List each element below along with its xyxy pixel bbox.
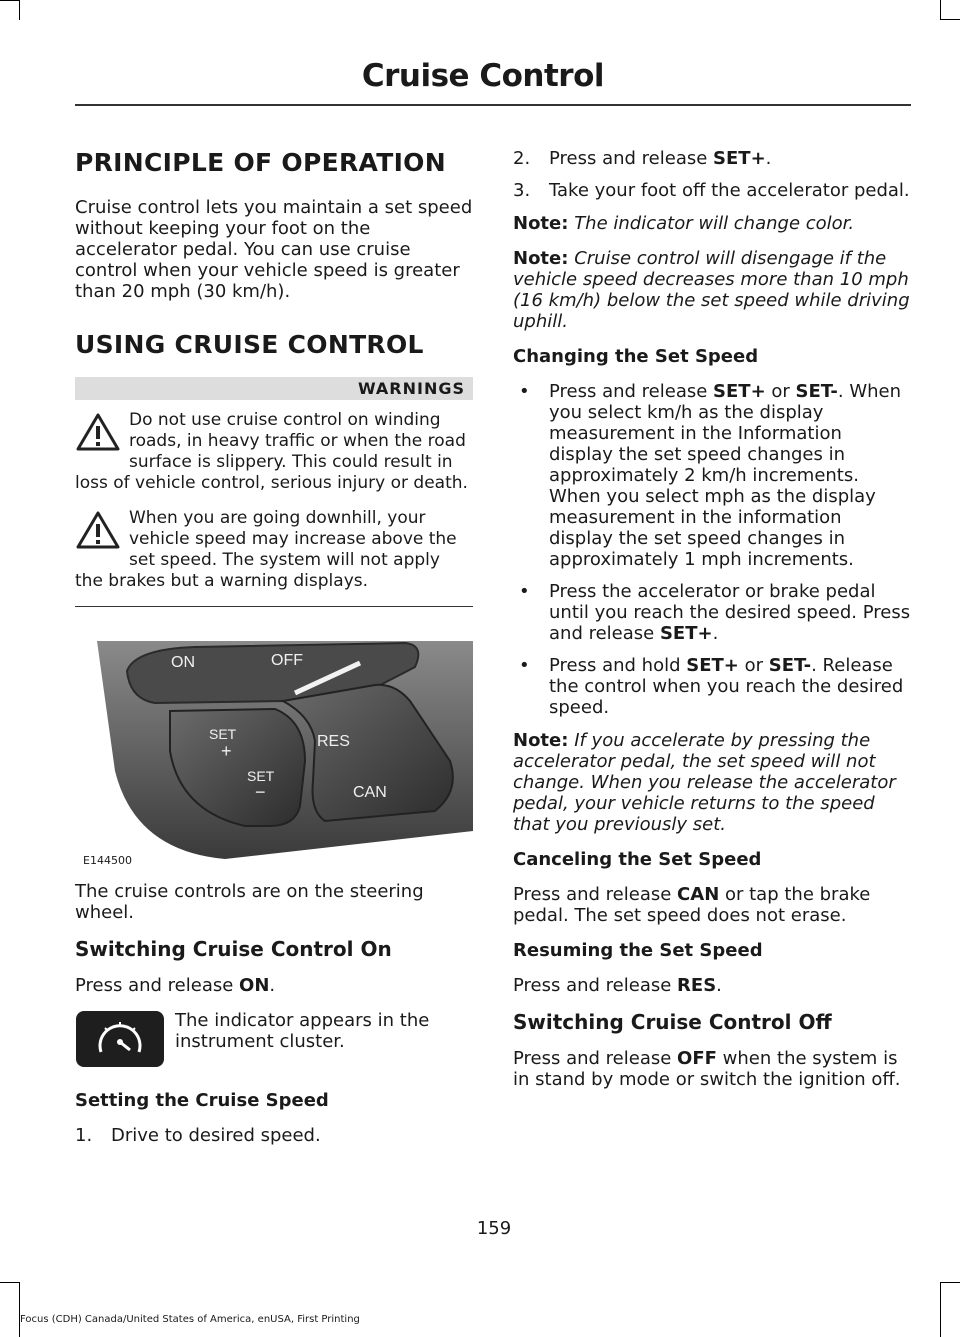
switch-off-text: Press and release OFF when the system is in stand by mode or switch the ignition off. bbox=[513, 1048, 901, 1090]
controls-location-text: The cruise controls are on the steering wheel. bbox=[75, 881, 424, 923]
can-button-label: CAN bbox=[353, 784, 387, 801]
off-button-label: OFF bbox=[271, 652, 303, 669]
heading-canceling: Canceling the Set Speed bbox=[513, 849, 762, 870]
setting-steps-right bbox=[513, 148, 911, 201]
crop-mark bbox=[0, 1282, 20, 1283]
note-1: Note: The indicator will change color. bbox=[513, 213, 855, 234]
press-on-text: Press and release ON. bbox=[75, 975, 276, 996]
resume-text: Press and release RES. bbox=[513, 975, 722, 996]
res-button-label: RES bbox=[317, 733, 350, 750]
heading-switch-off: Switching Cruise Control Off bbox=[513, 1010, 832, 1034]
heading-using: USING CRUISE CONTROL bbox=[75, 330, 424, 359]
heading-resuming: Resuming the Set Speed bbox=[513, 940, 763, 961]
page-number: 159 bbox=[476, 1218, 512, 1239]
warning-2-text: When you are going downhill, your vehicle speed may increase above the set speed. The system will not apply the brakes but a warning displays. bbox=[75, 508, 457, 591]
heading-switch-on: Switching Cruise Control On bbox=[75, 937, 392, 961]
page-header-title: Cruise Control bbox=[361, 58, 604, 94]
set-minus-button-label: SET bbox=[247, 768, 275, 784]
warnings-divider bbox=[75, 606, 473, 607]
figure-code: E144500 bbox=[83, 854, 132, 867]
step-1: 1. Drive to desired speed. bbox=[75, 1125, 321, 1146]
step-2: 2. Press and release SET+. bbox=[513, 148, 772, 169]
heading-principle: PRINCIPLE OF OPERATION bbox=[75, 148, 446, 177]
cancel-text: Press and release CAN or tap the brake pedal. The set speed does not erase. bbox=[513, 884, 871, 926]
list-item: • Press and hold SET+ or SET-. Release the control when you reach the desired speed. bbox=[519, 655, 904, 718]
warning-1 bbox=[75, 410, 473, 494]
warning-1-text: Do not use cruise control on winding roads, in heavy traffic or when the road surface is slippery. This could result in loss of vehicle control, serious injury or death. bbox=[75, 410, 468, 493]
warning-2 bbox=[75, 508, 473, 592]
heading-setting: Setting the Cruise Speed bbox=[75, 1090, 329, 1111]
list-item: • Press the accelerator or brake pedal until you reach the desired speed. Press and release SET+. bbox=[519, 581, 911, 644]
warning-triangle-icon bbox=[75, 510, 121, 550]
list-item: • Press and release SET+ or SET-. When you select km/h as the display measurement in the Information display the set speed changes in approximately 2 km/h increments. When you select mph as the display measurement in the information display the set speed changes in approximately 1 mph increments. bbox=[519, 381, 902, 570]
heading-changing: Changing the Set Speed bbox=[513, 346, 759, 367]
minus-sign: − bbox=[255, 782, 266, 802]
header-rule bbox=[75, 104, 911, 106]
principle-text: Cruise control lets you maintain a set speed without keeping your foot on the accelerator pedal. You can use cruise control when your vehicle speed is greater than 20 mph (30 km/h). bbox=[75, 197, 473, 302]
note-2: Note: Cruise control will disengage if the vehicle speed decreases more than 10 mph (16 km/h) below the set speed while driving uphill. bbox=[513, 248, 910, 332]
step-3: 3. Take your foot off the accelerator pedal. bbox=[513, 180, 910, 201]
changing-list bbox=[513, 381, 911, 718]
right-column bbox=[513, 148, 911, 1104]
footer-imprint: Focus (CDH) Canada/United States of America, enUSA, First Printing bbox=[20, 1314, 360, 1325]
note-3: Note: If you accelerate by pressing the accelerator pedal, the set speed will not change. When you release the accelerator pedal, your vehicle returns to the speed that you previously set. bbox=[513, 730, 896, 835]
cruise-control-switch-figure bbox=[75, 621, 473, 869]
crop-mark bbox=[940, 19, 960, 20]
plus-sign: + bbox=[221, 741, 232, 761]
on-button-label: ON bbox=[171, 654, 195, 671]
set-plus-button-label: SET bbox=[209, 726, 237, 742]
steering-wheel-controls-illustration bbox=[75, 621, 473, 869]
crop-mark bbox=[940, 1282, 960, 1283]
crop-mark bbox=[19, 1282, 20, 1337]
setting-steps-left bbox=[75, 1125, 473, 1146]
crop-mark bbox=[940, 1282, 941, 1337]
on-key: ON bbox=[239, 975, 270, 996]
warning-triangle-icon bbox=[75, 412, 121, 452]
crop-mark bbox=[19, 0, 20, 20]
cruise-speedometer-icon bbox=[75, 1010, 165, 1068]
crop-mark bbox=[0, 0, 20, 1]
crop-mark bbox=[940, 0, 941, 20]
indicator-text: The indicator appears in the instrument cluster. bbox=[175, 1010, 430, 1052]
warnings-header: WARNINGS bbox=[75, 377, 473, 400]
left-column bbox=[75, 148, 473, 1158]
indicator-row bbox=[75, 1010, 473, 1076]
